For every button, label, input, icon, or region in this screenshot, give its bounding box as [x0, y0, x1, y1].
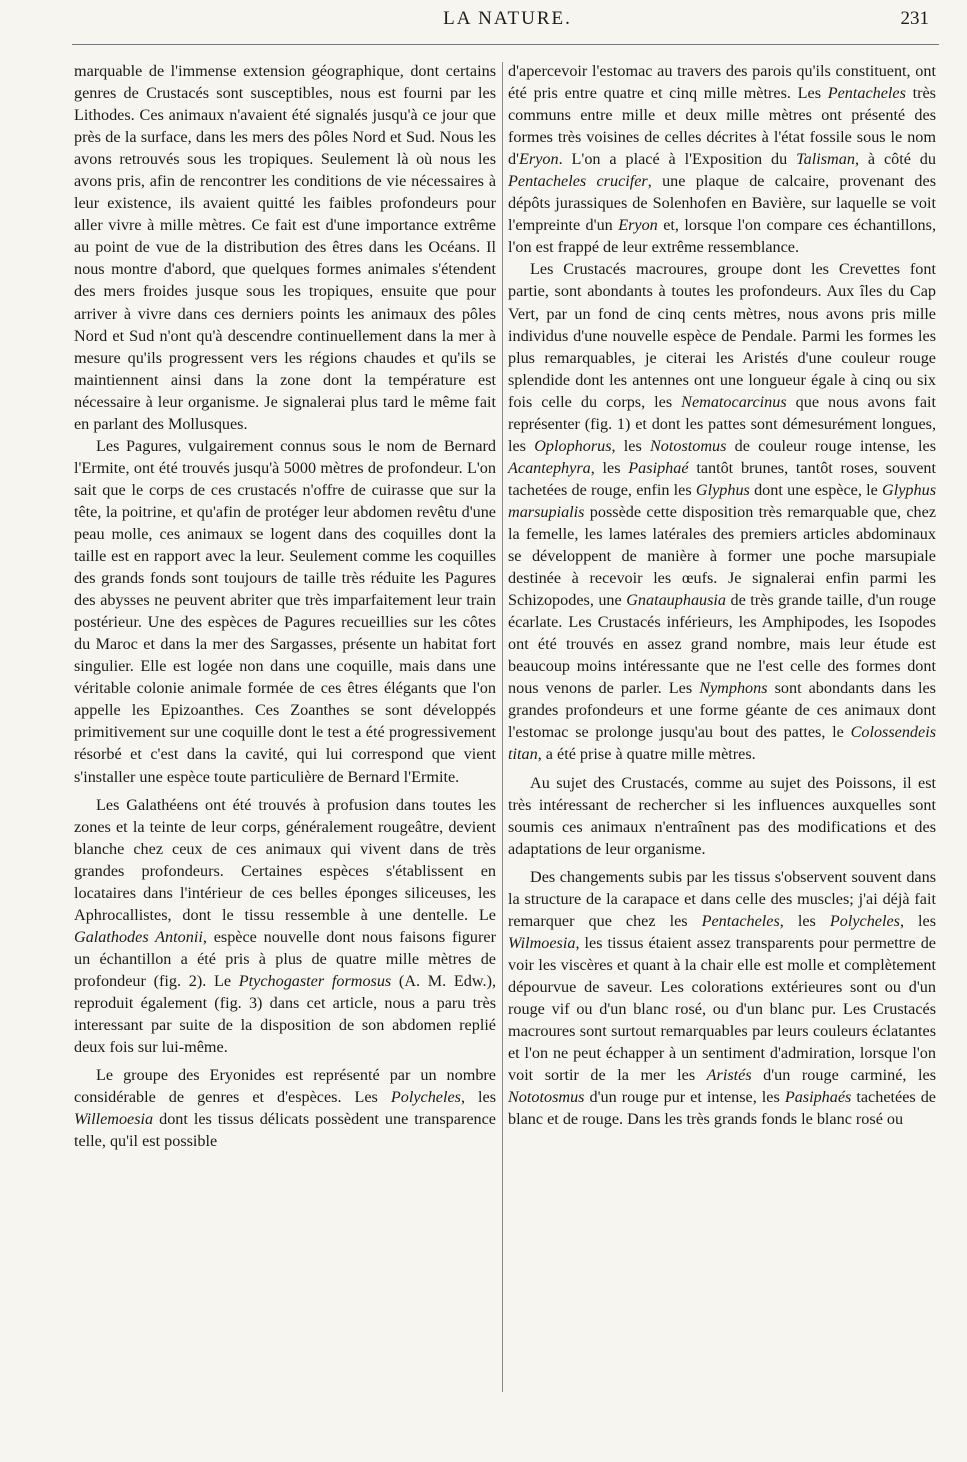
text-run: d'apercevoir l'estomac au travers des parois qu'ils constituent, ont été pris entre quatre et cinq mille mètres. Les — [508, 62, 936, 103]
text-run: tachetées de blanc et de rouge. Dans les très grands fonds le blanc rosé ou — [508, 1088, 936, 1129]
text-run: possède cette disposition très remarquable que, chez la femelle, les lames latérales des premiers articles abdominaux se développent de manière à former une poche marsupiale destinée à recevoir les œufs. Je signalerai enfin parmi les Schizopodes, une — [508, 502, 936, 610]
text-run: (A. M. Edw.), reproduit également (fig. 3) dans cet article, nous a paru très interessant par suite de la disposition de son abdomen replié deux fois sur lui-même. — [74, 971, 497, 1057]
italic-term: Acantephyra — [508, 458, 591, 477]
italic-term: Pasiphaé — [628, 458, 689, 477]
text-run: d'un rouge pur et intense, les — [584, 1088, 785, 1107]
paragraph — [74, 1064, 496, 1152]
italic-term: Eryon — [519, 150, 559, 169]
text-run: , les — [611, 436, 650, 455]
text-run: , les tissus étaient assez transparents pour permettre de voir les viscères et quant à la chair elle est molle et complètement dépourvue de saveur. Les colorations extérieures sont ou d'un rouge vif ou d'un blanc rosé, ou d'un blanc pur. Les Crustacés macroures sont surtout remarquables par leurs couleurs éclatantes et l'on ne peut échapper à un sentiment d'admiration, lorsque l'on voit sortir de la mer les — [508, 933, 936, 1085]
italic-term: Glyphus — [695, 480, 750, 499]
italic-term: Nymphons — [699, 679, 768, 698]
italic-term: Pentacheles — [701, 911, 780, 930]
text-run: sont abondants dans les grandes profondeurs et une forme géante de ces animaux dont l'estomac se prolonge jusqu'au bout des pattes, le — [508, 679, 936, 742]
text-run: , a été prise à quatre mille mètres. — [537, 745, 756, 764]
text-run: Les Crustacés macroures, groupe dont les Crevettes font partie, sont abondants à toutes les profondeurs. Aux îles du Cap Vert, par un fond de cinq cents mètres, nous avons pris mille individus d'une nouvelle espèce de Pendale. Parmi les formes les plus remarquables, je citerai les Aristés d'une couleur rouge splendide dont les antennes ont une longueur égale à cinq ou six fois celle du corps, les — [508, 260, 936, 411]
text-run: , espèce nouvelle dont nous faisons figurer un échantillon a été pris à plus de quatre mille mètres de profondeur (fig. 2). Le — [74, 927, 496, 990]
text-run: . L'on a placé à l'Exposition du — [558, 150, 797, 169]
text-run: Au sujet des Crustacés, comme au sujet des Poissons, il est très intéressant de rechercher si les influences auxquelles sont soumis ces animaux n'entraînent pas des modifications et des adaptations de leur organisme. — [508, 773, 936, 858]
italic-term: Gnatauphausia — [626, 591, 727, 610]
italic-term: Aristés — [706, 1066, 752, 1085]
text-run: Le groupe des Eryonides est représenté par un nombre considérable de genres et d'espèces. Les — [74, 1066, 496, 1107]
italic-term: Wilmoesia — [508, 933, 576, 952]
text-run: Des changements subis par les tissus s'observent souvent dans la structure de la carapace et dans celle des muscles; j'ai déjà fait remarquer que chez les — [508, 867, 936, 930]
column-divider — [502, 62, 503, 1392]
page-number: 231 — [900, 8, 929, 29]
left-column — [74, 60, 496, 1152]
italic-term: Oplophorus — [534, 436, 612, 455]
paragraph — [74, 435, 496, 788]
italic-term: Polycheles — [829, 911, 900, 930]
text-run: , les — [590, 458, 629, 477]
italic-term: Glyphus marsupialis — [508, 480, 936, 521]
text-run: très communs entre mille et deux mille mètres ont présenté des formes très voisines de celles décrites à l'état fossile sous le nom d' — [508, 84, 936, 169]
paragraph — [508, 866, 936, 1131]
paragraph — [508, 60, 936, 258]
italic-term: Nototosmus — [508, 1088, 585, 1107]
italic-term: Eryon — [618, 216, 658, 235]
italic-term: Ptychogaster formosus — [238, 971, 392, 990]
text-run: , les — [460, 1088, 496, 1107]
running-title: LA NATURE. — [443, 8, 572, 29]
text-run: et, lorsque l'on compare ces échantillons, l'on est frappé de leur extrême ressemblance. — [508, 216, 936, 257]
page-header — [72, 6, 943, 34]
paragraph — [508, 258, 936, 765]
text-run: , une plaque de calcaire, provenant des dépôts jurassiques de Solenhofen en Bavière, sur laquelle se voit l'empreinte d'un — [508, 172, 936, 235]
header-rule — [72, 44, 939, 45]
paragraph — [74, 794, 496, 1059]
italic-term: Pentacheles — [827, 84, 906, 103]
italic-term: Nematocarcinus — [681, 392, 787, 411]
text-run: , les — [899, 911, 936, 930]
text-run: Les Pagures, vulgairement connus sous le nom de Bernard l'Ermite, ont été trouvés jusqu'à 5000 mètres de profondeur. L'on sait que le corps de ces crustacés n'offre de cuirasse que sur la tête, la poitrine, et qu'afin de protéger leur abdomen revêtu d'une peau molle, ces animaux se logent dans des coquilles dont la taille est en rapport avec la leur. Seulement comme les coquilles des grands fonds sont toujours de taille très réduite les Pagures des abysses ne peuvent abriter que très imparfaitement leur train postérieur. Une des espèces de Pagures recueillies sur les côtes du Maroc et dans la mer des Sargasses, présente un habitat fort singulier. Elle est logée non dans une coquille, mais dans une véritable colonie animale formée de ces êtres élégants que l'on appelle les Epizoanthes. Ces Zoanthes se sont développés primitivement sur une coquille dont le test a été progressivement résorbé et c'est dans la cavité, qui lui correspond que vient s'installer une espèce toute particulière de Bernard l'Ermite. — [74, 436, 496, 786]
text-run: marquable de l'immense extension géographique, dont certains genres de Crustacés sont susceptibles, nous est fourni par les Lithodes. Ces animaux n'avaient été signalés jusqu'à ce jour que près de la surface, dans les mers des pôles Nord et Sud. Nous les avons retrouvés sous les tropiques. Seulement là où nous les avons pris, afin de rencontrer les conditions de vie nécessaires à leur existence, ils avaient quitté les faibles profondeurs pour aller vivre à mille mètres. Ce fait est d'une importance extrême au point de vue de la distribution des êtres dans les Océans. Il nous montre d'abord, que quelques formes animales s'étendent des mers froides jusque sous les tropiques, ensuite que pour arriver à vivre dans ces derniers points les animaux des pôles Nord et Sud n'ont qu'à descendre continuellement dans la mer à mesure qu'ils progressent vers les régions chaudes et qu'ils se maintiennent ainsi dans la zone dont la température est nécessaire à leur organisme. Je signalerai plus tard le même fait en parlant des Mollusques. — [74, 62, 496, 433]
italic-term: Polycheles — [390, 1088, 461, 1107]
text-run: que nous avons fait représenter (fig. 1) et dont les pattes sont démesurément longues, les — [508, 392, 936, 455]
text-run: dont les tissus délicats possèdent une transparence telle, qu'il est possible — [74, 1110, 496, 1151]
text-run: , les — [779, 911, 830, 930]
text-run: d'un rouge carminé, les — [751, 1066, 936, 1085]
italic-term: Pasiphaés — [784, 1088, 852, 1107]
italic-term: Colossendeis titan — [508, 723, 936, 764]
text-run: , à côté du — [854, 150, 936, 169]
text-run: de couleur rouge intense, les — [726, 436, 937, 455]
right-column — [508, 60, 936, 1130]
italic-term: Notostomus — [649, 436, 727, 455]
text-run: dont une espèce, le — [749, 480, 883, 499]
italic-term: Pentacheles crucifer — [508, 172, 648, 191]
italic-term: Talisman — [796, 150, 855, 169]
italic-term: Willemoesia — [74, 1110, 154, 1129]
paragraph — [508, 772, 936, 860]
italic-term: Galathodes Antonii — [74, 927, 203, 946]
text-run: tantôt brunes, tantôt roses, souvent tachetées de rouge, enfin les — [508, 458, 937, 499]
paragraph — [74, 60, 496, 435]
text-run: de très grande taille, d'un rouge écarlate. Les Crustacés inférieurs, les Amphipodes, les Isopodes ont été trouvés en assez grand nombre, mais leur étude est beaucoup moins intéressante que ne l'est celle des formes dont nous venons de parler. Les — [508, 591, 936, 698]
text-run: Les Galathéens ont été trouvés à profusion dans toutes les zones et la teinte de leur corps, généralement rougeâtre, devient blanche chez ceux de ces animaux qui vivent dans de très grandes profondeurs. Certaines espèces s'établissent en locataires dans l'intérieur de ces belles éponges siliceuses, les Aphrocallistes, dont le tissu ressemble à une dentelle. Le — [74, 795, 496, 924]
